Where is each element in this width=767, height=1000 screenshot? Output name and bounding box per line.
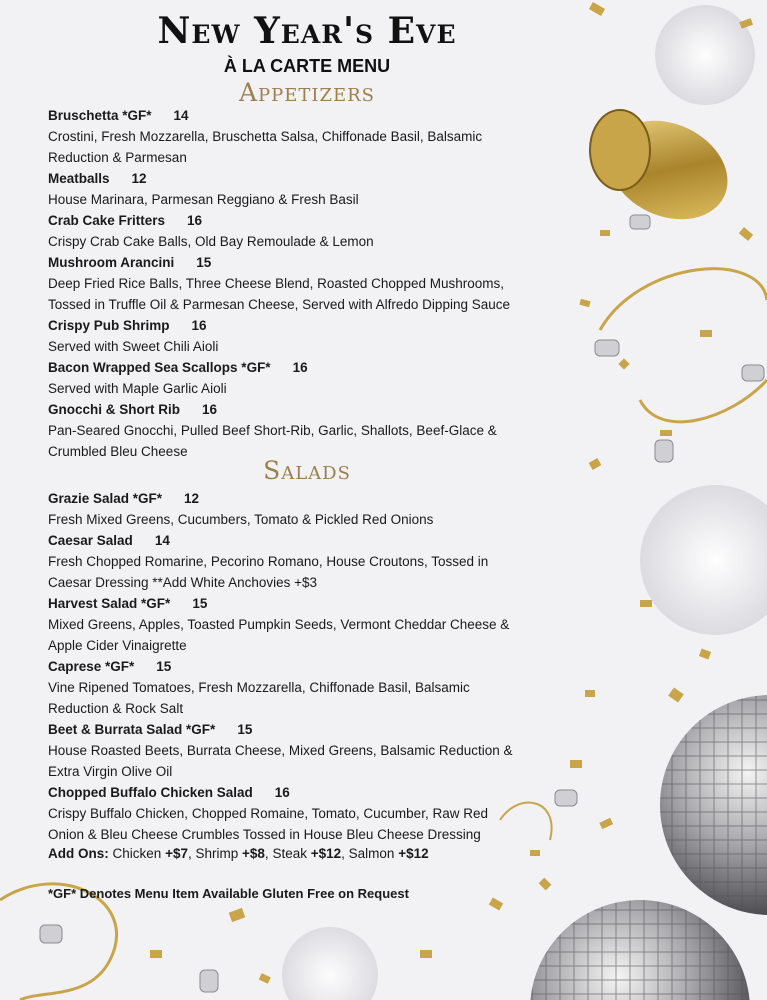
salads-list	[48, 488, 568, 845]
addon-steak: Steak	[272, 846, 307, 861]
item-description: Extra Virgin Olive Oil	[48, 764, 173, 779]
item-description: Served with Maple Garlic Aioli	[48, 381, 227, 396]
appetizers-list	[48, 105, 568, 462]
item-price: 12	[184, 491, 200, 506]
item-name: Meatballs	[48, 171, 110, 186]
menu-title: New Year's Eve	[157, 10, 457, 52]
item-description: Mixed Greens, Apples, Toasted Pumpkin Seeds, Vermont Cheddar Cheese &	[48, 617, 510, 632]
addon-shrimp-price: +$8	[242, 846, 265, 861]
menu-item	[48, 315, 568, 357]
salads-heading: Salads	[263, 456, 351, 485]
item-description: Crispy Crab Cake Balls, Old Bay Remoulade & Lemon	[48, 234, 374, 249]
item-price: 15	[196, 255, 212, 270]
item-price: 12	[131, 171, 147, 186]
item-description: Reduction & Rock Salt	[48, 701, 184, 716]
menu-item	[48, 357, 568, 399]
addon-salmon-price: +$12	[398, 846, 429, 861]
item-name: Crab Cake Fritters	[48, 213, 166, 228]
item-price: 16	[202, 402, 218, 417]
addons-label: Add Ons:	[48, 846, 109, 861]
item-description: Crostini, Fresh Mozzarella, Bruschetta Salsa, Chiffonade Basil, Balsamic	[48, 129, 483, 144]
item-description: Reduction & Parmesan	[48, 150, 187, 165]
menu-item	[48, 719, 568, 782]
item-price: 15	[237, 722, 253, 737]
item-name: Beet & Burrata Salad *GF*	[48, 722, 216, 737]
menu-item	[48, 593, 568, 656]
item-name: Chopped Buffalo Chicken Salad	[48, 785, 253, 800]
gluten-free-footnote: *GF* Denotes Menu Item Available Gluten Free on Request	[48, 886, 409, 901]
item-description: Deep Fried Rice Balls, Three Cheese Blend, Roasted Chopped Mushrooms,	[48, 276, 504, 291]
item-name: Mushroom Arancini	[48, 255, 175, 270]
addon-chicken: Chicken	[112, 846, 162, 861]
addons-line: Add Ons: Chicken +$7, Shrimp +$8, Steak +$12, Salmon +$12	[48, 846, 429, 861]
item-name: Caprese *GF*	[48, 659, 135, 674]
menu-item	[48, 105, 568, 168]
item-description: Fresh Mixed Greens, Cucumbers, Tomato & Pickled Red Onions	[48, 512, 434, 527]
item-description: Crumbled Bleu Cheese	[48, 444, 188, 459]
item-price: 16	[187, 213, 203, 228]
item-name: Harvest Salad *GF*	[48, 596, 171, 611]
item-description: Caesar Dressing **Add White Anchovies +$3	[48, 575, 318, 590]
appetizers-heading: Appetizers	[238, 78, 376, 107]
item-description: House Marinara, Parmesan Reggiano & Fresh Basil	[48, 192, 359, 207]
item-price: 14	[173, 108, 189, 123]
menu-item	[48, 782, 568, 845]
menu-item	[48, 399, 568, 462]
addon-chicken-price: +$7	[165, 846, 188, 861]
addon-shrimp: Shrimp	[195, 846, 239, 861]
item-name: Grazie Salad *GF*	[48, 491, 163, 506]
item-name: Gnocchi & Short Rib	[48, 402, 181, 417]
item-price: 16	[292, 360, 308, 375]
item-name: Crispy Pub Shrimp	[48, 318, 170, 333]
item-description: Crispy Buffalo Chicken, Chopped Romaine, Tomato, Cucumber, Raw Red	[48, 806, 488, 821]
item-description: Fresh Chopped Romarine, Pecorino Romano, House Croutons, Tossed in	[48, 554, 489, 569]
addon-steak-price: +$12	[310, 846, 342, 861]
item-description: House Roasted Beets, Burrata Cheese, Mixed Greens, Balsamic Reduction &	[48, 743, 513, 758]
item-price: 16	[274, 785, 290, 800]
item-name: Caesar Salad	[48, 533, 133, 548]
item-price: 15	[156, 659, 172, 674]
item-description: Served with Sweet Chili Aioli	[48, 339, 219, 354]
item-description: Pan-Seared Gnocchi, Pulled Beef Short-Rib, Garlic, Shallots, Beef-Glace &	[48, 423, 497, 438]
menu-item	[48, 530, 568, 593]
menu-item	[48, 252, 568, 315]
menu-item	[48, 168, 568, 210]
item-description: Vine Ripened Tomatoes, Fresh Mozzarella, Chiffonade Basil, Balsamic	[48, 680, 470, 695]
item-price: 14	[154, 533, 170, 548]
item-description: Apple Cider Vinaigrette	[48, 638, 187, 653]
item-price: 16	[191, 318, 207, 333]
menu-subtitle: À LA CARTE MENU	[223, 56, 391, 76]
item-price: 15	[192, 596, 208, 611]
item-description: Tossed in Truffle Oil & Parmesan Cheese, Served with Alfredo Dipping Sauce	[48, 297, 510, 312]
addon-salmon: Salmon	[348, 846, 395, 861]
menu-item	[48, 656, 568, 719]
item-name: Bruschetta *GF*	[48, 108, 152, 123]
menu-item	[48, 488, 568, 530]
item-description: Onion & Bleu Cheese Crumbles Tossed in House Bleu Cheese Dressing	[48, 827, 481, 842]
menu-item	[48, 210, 568, 252]
item-name: Bacon Wrapped Sea Scallops *GF*	[48, 360, 271, 375]
